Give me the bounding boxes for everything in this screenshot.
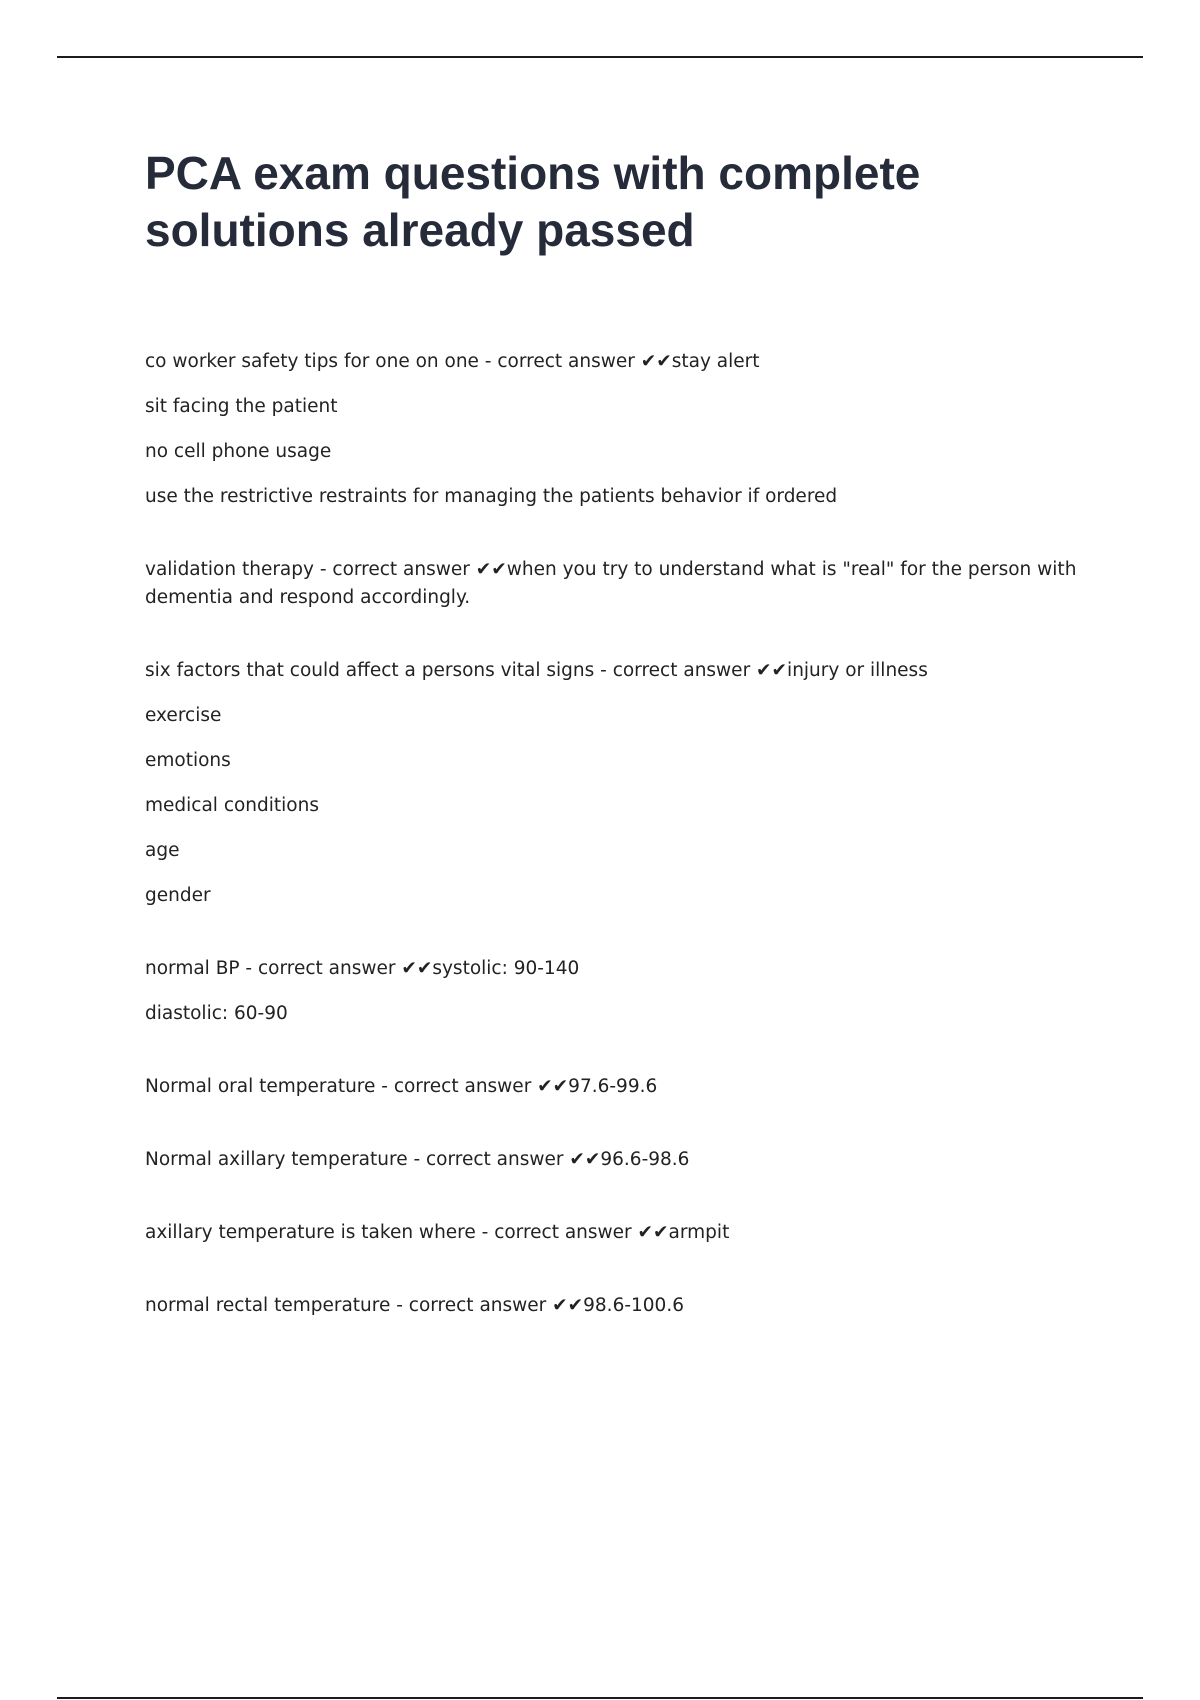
qa-line: age (145, 840, 180, 861)
document-title (145, 145, 1085, 259)
qa-line: exercise (145, 705, 222, 726)
qa-entry-validation-therapy (145, 556, 1085, 612)
qa-list (145, 348, 1085, 1320)
qa-line: normal rectal temperature - correct answer ✔✔98.6-100.6 (145, 1295, 684, 1316)
qa-line: Normal axillary temperature - correct answer ✔✔96.6-98.6 (145, 1149, 690, 1170)
qa-entry-oral-temperature (145, 1073, 1085, 1101)
qa-entry-axillary-temperature (145, 1146, 1085, 1174)
qa-entry-vital-sign-factors (145, 657, 1085, 910)
qa-entry-axillary-location (145, 1219, 1085, 1247)
document-title-line-1: PCA exam questions with complete (145, 147, 921, 199)
qa-line: normal BP - correct answer ✔✔systolic: 90-140 (145, 958, 580, 979)
qa-line: Normal oral temperature - correct answer ✔✔97.6-99.6 (145, 1076, 658, 1097)
qa-line: six factors that could affect a persons vital signs - correct answer ✔✔injury or illness (145, 660, 928, 681)
qa-line: medical conditions (145, 795, 319, 816)
header-rule (57, 56, 1143, 58)
qa-line: validation therapy - correct answer ✔✔when you try to understand what is "real" for the person with dementia and respond accordingly. (145, 559, 1077, 608)
qa-line: emotions (145, 750, 231, 771)
qa-line: use the restrictive restraints for managing the patients behavior if ordered (145, 486, 838, 507)
qa-entry-normal-bp (145, 955, 1085, 1028)
qa-entry-rectal-temperature (145, 1292, 1085, 1320)
qa-line: gender (145, 885, 211, 906)
qa-line: sit facing the patient (145, 396, 338, 417)
qa-entry-safety-tips (145, 348, 1085, 511)
page-content (145, 145, 1085, 1365)
qa-line: diastolic: 60-90 (145, 1003, 288, 1024)
footer-rule (57, 1697, 1143, 1699)
qa-line: co worker safety tips for one on one - correct answer ✔✔stay alert (145, 351, 760, 372)
document-title-line-2: solutions already passed (145, 204, 695, 256)
qa-line: no cell phone usage (145, 441, 332, 462)
qa-line: axillary temperature is taken where - correct answer ✔✔armpit (145, 1222, 730, 1243)
